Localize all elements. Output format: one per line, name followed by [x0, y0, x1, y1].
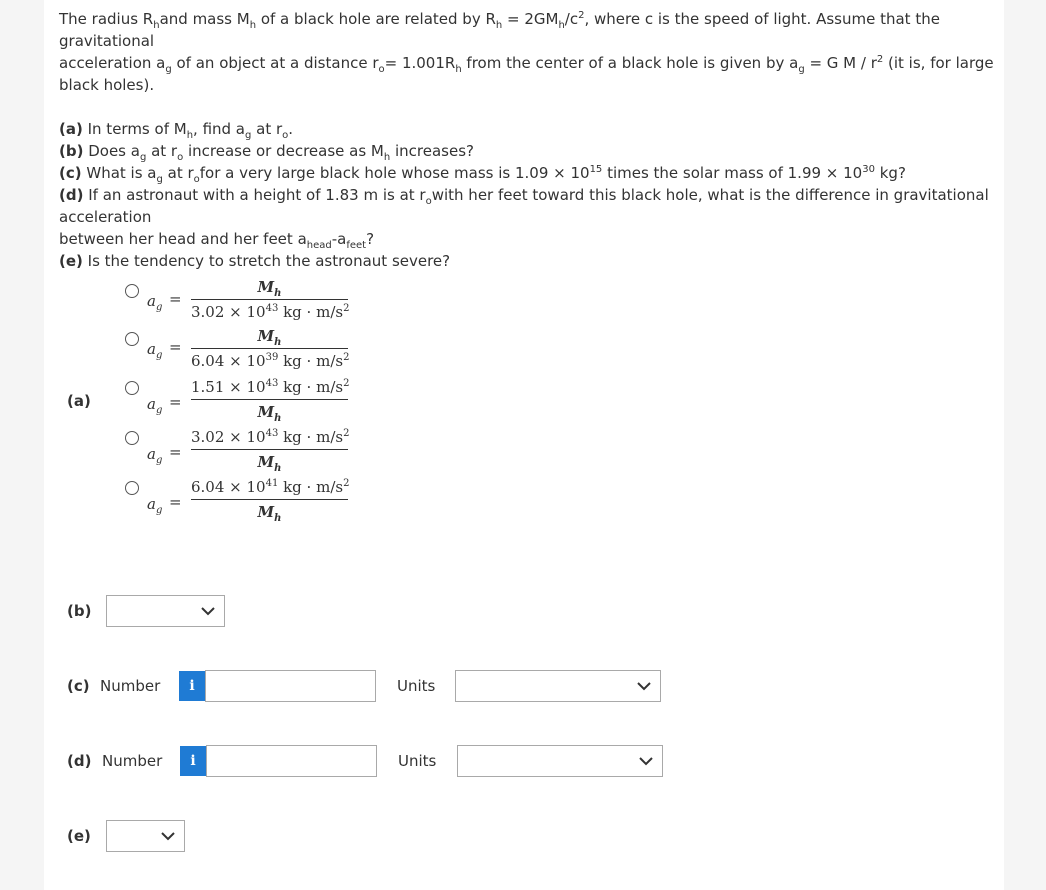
chevron-down-icon: [160, 828, 176, 844]
info-icon[interactable]: i: [180, 746, 206, 776]
question-c: (c) What is $a_g$ at $r_ofor$ a very large black hole whose mass is $1.09 \times 10^{15}$ times the solar mass of $1.99 \times 10^{30}$ kg?: [59, 164, 906, 185]
problem-line-2: acceleration $a_g$ of an object at a distance $r_o= 1.001R_h$ from the center of a black hole is given by $a_g = G$ M / $r^2$ (it is, for large black holes).: [59, 54, 994, 94]
part-d-number-input[interactable]: [206, 745, 377, 777]
option-lhs: $a_g$: [147, 395, 163, 416]
question-e: (e) Is the tendency to stretch the astronaut severe?: [59, 252, 451, 270]
option-fraction: $M_h$ $6.04 \times 10^{39}$ kg · $m/s^2$: [191, 327, 350, 370]
question-d: (d) If an astronaut with a height of 1.83 m is at $r_owith$ her feet toward this black hole, what is the difference in gravitational acceleration: [59, 186, 989, 226]
part-c-units-label: Units: [397, 677, 436, 695]
part-e-label: (e): [67, 827, 91, 845]
chevron-down-icon: [638, 753, 654, 769]
chevron-down-icon: [636, 678, 652, 694]
question-d-cont: between her head and her feet $a_{head}-a_{feet}$?: [59, 230, 375, 251]
radio-option-2[interactable]: [125, 332, 139, 346]
part-c-number-input[interactable]: [205, 670, 376, 702]
part-c-label: (c): [67, 677, 90, 695]
part-b-label: (b): [67, 602, 92, 620]
part-d-units-select[interactable]: [457, 745, 663, 777]
problem-statement: [59, 8, 1004, 272]
problem-line-1: The radius $R_hand$ mass $M_h$ of a black hole are related by $R_h = 2GM_h/c^2$, where c is the speed of light. Assume that the gravitational: [59, 10, 940, 50]
option-lhs: $a_g$: [147, 292, 163, 313]
question-b: (b) Does $a_g$ at $r_o$ increase or decrease as $M_h$ increases?: [59, 142, 474, 163]
equals-sign: =: [169, 393, 182, 411]
radio-option-3[interactable]: [125, 381, 139, 395]
equals-sign: =: [169, 493, 182, 511]
option-lhs: $a_g$: [147, 340, 163, 361]
equals-sign: =: [169, 443, 182, 461]
option-fraction: $3.02 \times 10^{43}$ kg · $m/s^2$ $M_h$: [191, 428, 350, 474]
info-icon[interactable]: i: [179, 671, 205, 701]
option-fraction: $1.51 \times 10^{43}$ kg · $m/s^2$ $M_h$: [191, 378, 350, 424]
equals-sign: =: [169, 338, 182, 356]
radio-option-1[interactable]: [125, 284, 139, 298]
part-e-select[interactable]: [106, 820, 185, 852]
part-c-units-select[interactable]: [455, 670, 661, 702]
radio-option-5[interactable]: [125, 481, 139, 495]
part-d-number-label: Number: [102, 752, 163, 770]
question-a: (a) In terms of $M_h$, find $a_g$ at $r_o$.: [59, 120, 294, 141]
option-fraction: $M_h$ $3.02 \times 10^{43}$ kg · $m/s^2$: [191, 278, 350, 321]
option-fraction: $6.04 \times 10^{41}$ kg · $m/s^2$ $M_h$: [191, 478, 350, 524]
part-b-select[interactable]: [106, 595, 225, 627]
radio-option-4[interactable]: [125, 431, 139, 445]
part-d-label: (d): [67, 752, 92, 770]
part-a-label: (a): [67, 392, 91, 410]
part-c-number-label: Number: [100, 677, 161, 695]
part-d-units-label: Units: [398, 752, 437, 770]
equals-sign: =: [169, 290, 182, 308]
option-lhs: $a_g$: [147, 495, 163, 516]
option-lhs: $a_g$: [147, 445, 163, 466]
chevron-down-icon: [200, 603, 216, 619]
